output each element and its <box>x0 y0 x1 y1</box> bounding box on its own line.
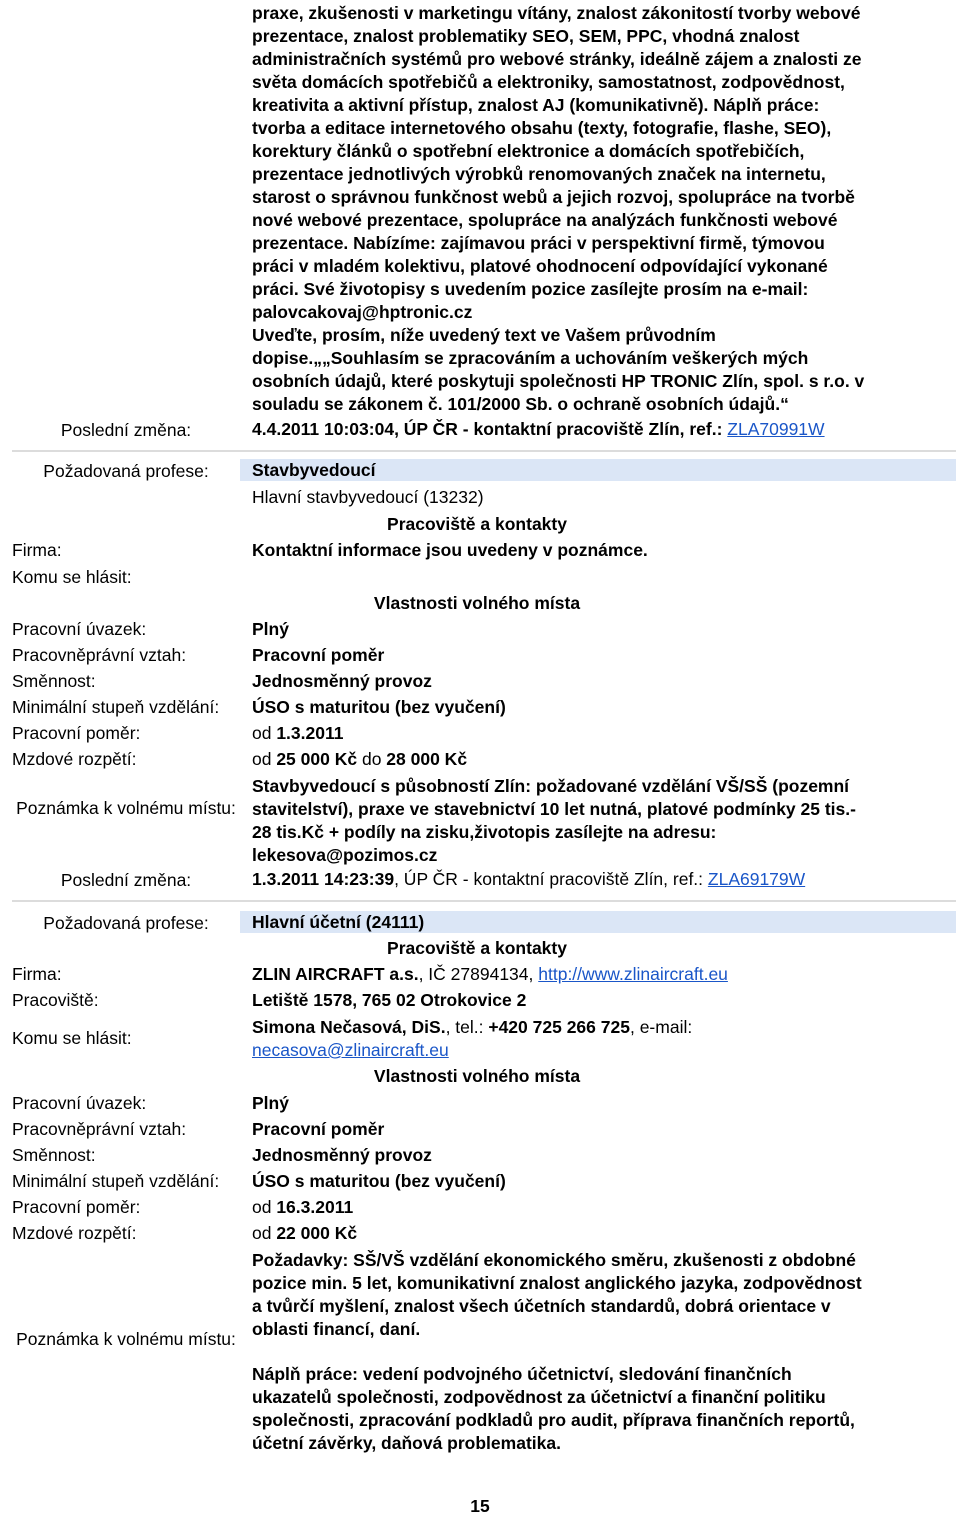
description-line: nové webové prezentace, spolupráce na analýzách funkčnosti webové <box>252 210 838 230</box>
reference-link[interactable]: ZLA70991W <box>727 419 825 439</box>
company-label: Firma: <box>12 540 62 560</box>
salary-value <box>252 1223 357 1244</box>
salary-from: od <box>252 749 277 769</box>
company-value <box>252 964 728 985</box>
start-date-value <box>252 723 343 744</box>
last-change-value <box>252 419 825 440</box>
last-change-value <box>252 869 805 890</box>
profession-label: Požadovaná profese: <box>43 913 209 933</box>
last-change-date: 1.3.2011 14:23:39 <box>252 869 395 889</box>
section-workplace-contacts: Pracoviště a kontakty <box>387 938 567 958</box>
note-line: pozice min. 5 let, komunikativní znalost anglického jazyka, zodpovědnost <box>252 1273 862 1293</box>
profession-code: Hlavní stavbyvedoucí (13232) <box>252 487 484 507</box>
last-change-text: 4.4.2011 10:03:04, ÚP ČR - kontaktní pracoviště Zlín, ref.: <box>252 419 728 439</box>
description-line: prezentace. Nabízíme: zajímavou práci v perspektivní firmě, týmovou <box>252 233 825 253</box>
note-duties <box>252 1363 952 1455</box>
description-line: osobních údajů, které poskytuji společnosti HP TRONIC Zlín, spol. s r.o. v <box>252 371 865 391</box>
salary-value <box>252 749 467 770</box>
section-workplace-contacts: Pracoviště a kontakty <box>387 514 567 534</box>
contact-person-label: Komu se hlásit: <box>12 567 132 587</box>
section-vacancy-properties: Vlastnosti volného místa <box>373 1066 581 1086</box>
shift-label: Směnnost: <box>12 671 96 691</box>
note-line: Náplň práce: vedení podvojného účetnictví, sledování finančních <box>252 1364 792 1384</box>
description-line: palovcakovaj@hptronic.cz <box>252 302 473 322</box>
profession-label: Požadovaná profese: <box>43 461 209 481</box>
salary-max: 28 000 Kč <box>386 749 468 769</box>
salary-label: Mzdové rozpětí: <box>12 749 137 769</box>
start-date-label: Pracovní poměr: <box>12 723 141 743</box>
start-date-label: Pracovní poměr: <box>12 1197 141 1217</box>
page-number: 15 <box>470 1496 490 1516</box>
workload-value: Plný <box>252 1093 289 1113</box>
last-change-label: Poslední změna: <box>60 870 192 890</box>
employment-relation-label: Pracovněprávní vztah: <box>12 1119 187 1139</box>
salary-to: do <box>357 749 387 769</box>
note-line: a tvůrčí myšlení, znalost všech účetních standardů, dobrá orientace v <box>252 1296 831 1316</box>
start-date-prefix: od <box>252 1197 277 1217</box>
note-value <box>252 775 952 867</box>
note-line: 28 tis.Kč + podíly na zisku,životopis zasílejte na adresu: <box>252 822 717 842</box>
workload-value: Plný <box>252 619 289 639</box>
salary-from: od <box>252 1223 277 1243</box>
workload-label: Pracovní úvazek: <box>12 1093 147 1113</box>
description-line: dopise.„„Souhlasím se zpracováním a uchováním veškerých mých <box>252 348 809 368</box>
company-value: Kontaktní informace jsou uvedeny v poznámce. <box>252 540 648 560</box>
description-line: korektury článků o spotřební elektronice a domácích spotřebičích, <box>252 141 805 161</box>
section-divider <box>12 900 956 902</box>
description-line: administračních systémů pro webové stránky, ideálně zájem a znalosti ze <box>252 49 862 69</box>
note-line: ukazatelů společnosti, zodpovědnost za účetnictví a finanční politiku <box>252 1387 826 1407</box>
job-description-continued <box>252 2 952 416</box>
shift-label: Směnnost: <box>12 1145 96 1165</box>
description-line: tvorba a editace internetového obsahu (texty, fotografie, flashe, SEO), <box>252 118 832 138</box>
description-line: Uveďte, prosím, níže uvedený text ve Vašem průvodním <box>252 325 716 345</box>
education-label: Minimální stupeň vzdělání: <box>12 1171 220 1191</box>
description-line: souladu se zákonem č. 101/2000 Sb. o ochraně osobních údajů.“ <box>252 394 789 414</box>
workload-label: Pracovní úvazek: <box>12 619 147 639</box>
contact-email-label: , e-mail: <box>629 1017 693 1037</box>
employment-relation-value: Pracovní poměr <box>252 645 385 665</box>
description-line: kreativita a aktivní přístup, znalost AJ (komunikativně). Náplň práce: <box>252 95 820 115</box>
note-label: Poznámka k volnému místu: <box>16 798 236 818</box>
contact-tel: +420 725 266 725 <box>488 1017 630 1037</box>
start-date: 16.3.2011 <box>276 1197 354 1217</box>
contact-name: Simona Nečasová, DiS. <box>252 1017 446 1037</box>
description-line: práci. Své životopisy s uvedením pozice zasílejte prosím na e-mail: <box>252 279 809 299</box>
section-vacancy-properties: Vlastnosti volného místa <box>373 593 581 613</box>
contact-email-link[interactable]: necasova@zlinaircraft.eu <box>252 1040 449 1060</box>
contact-person-label: Komu se hlásit: <box>12 1028 132 1048</box>
salary-label: Mzdové rozpětí: <box>12 1223 137 1243</box>
education-value: ÚSO s maturitou (bez vyučení) <box>252 1171 506 1191</box>
note-line: účetní závěrky, daňová problematika. <box>252 1433 561 1453</box>
contact-person-value <box>252 1016 692 1062</box>
profession-value: Stavbyvedoucí <box>252 460 376 480</box>
reference-link[interactable]: ZLA69179W <box>707 869 806 889</box>
note-label: Poznámka k volnému místu: <box>16 1329 236 1349</box>
company-id: , IČ 27894134, <box>418 964 539 984</box>
workplace-label: Pracoviště: <box>12 990 99 1010</box>
note-line: společnosti, zpracování podkladů pro audit, příprava finančních reportů, <box>252 1410 855 1430</box>
note-line: lekesova@pozimos.cz <box>252 845 438 865</box>
workplace-value: Letiště 1578, 765 02 Otrokovice 2 <box>252 990 527 1010</box>
note-line: Požadavky: SŠ/VŠ vzdělání ekonomického směru, zkušenosti z obdobné <box>252 1250 856 1270</box>
salary-min: 22 000 Kč <box>276 1223 358 1243</box>
start-date-value <box>252 1197 353 1218</box>
education-value: ÚSO s maturitou (bez vyučení) <box>252 697 506 717</box>
profession-value: Hlavní účetní (24111) <box>252 912 425 932</box>
education-label: Minimální stupeň vzdělání: <box>12 697 220 717</box>
description-line: praxe, zkušenosti v marketingu vítány, znalost zákonitostí tvorby webové <box>252 3 861 23</box>
employment-relation-label: Pracovněprávní vztah: <box>12 645 187 665</box>
start-date: 1.3.2011 <box>276 723 344 743</box>
company-label: Firma: <box>12 964 62 984</box>
description-line: prezentace jednotlivých výrobků renomovaných značek na internetu, <box>252 164 826 184</box>
description-line: světa domácích spotřebičů a elektroniky, samostatnost, zodpovědnost, <box>252 72 845 92</box>
last-change-label: Poslední změna: <box>60 420 192 440</box>
start-date-prefix: od <box>252 723 277 743</box>
employment-relation-value: Pracovní poměr <box>252 1119 385 1139</box>
company-url-link[interactable]: http://www.zlinaircraft.eu <box>538 964 728 984</box>
description-line: prezentace, znalost problematiky SEO, SEM, PPC, vhodná znalost <box>252 26 800 46</box>
description-line: práci v mladém kolektivu, platové ohodnocení odpovídající vykonané <box>252 256 828 276</box>
shift-value: Jednosměnný provoz <box>252 1145 432 1165</box>
shift-value: Jednosměnný provoz <box>252 671 432 691</box>
company-name: ZLIN AIRCRAFT a.s. <box>252 964 419 984</box>
description-line: starost o správnou funkčnost webů a jejich rozvoj, spolupráce na tvorbě <box>252 187 855 207</box>
contact-tel-label: , tel.: <box>445 1017 489 1037</box>
note-line: oblasti financí, daní. <box>252 1319 421 1339</box>
note-requirements <box>252 1249 952 1341</box>
section-divider <box>12 450 956 452</box>
last-change-text: , ÚP ČR - kontaktní pracoviště Zlín, ref.: <box>394 869 708 889</box>
note-line: stavitelství), praxe ve stavebnictví 10 let nutná, platové podmínky 25 tis.- <box>252 799 856 819</box>
salary-min: 25 000 Kč <box>276 749 358 769</box>
note-line: Stavbyvedoucí s působností Zlín: požadované vzdělání VŠ/SŠ (pozemní <box>252 776 850 796</box>
